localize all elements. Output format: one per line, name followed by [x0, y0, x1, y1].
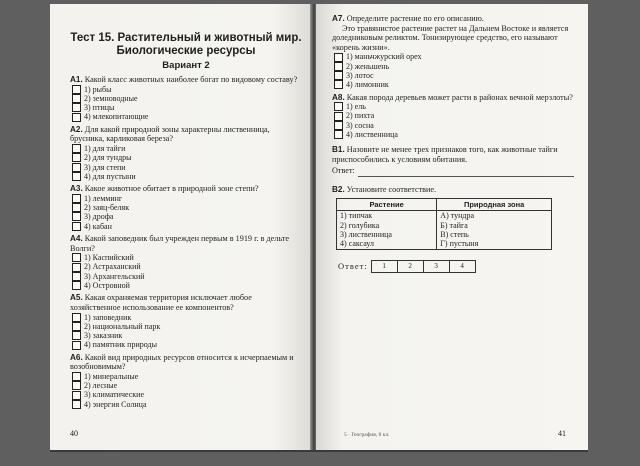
checkbox[interactable]	[72, 272, 81, 281]
answer-option[interactable]	[72, 103, 302, 112]
question-number: А8.	[332, 92, 345, 102]
table-row	[337, 239, 552, 249]
option-label: 4) памятник природы	[84, 340, 157, 350]
question-b2	[332, 185, 574, 273]
table-row	[337, 211, 552, 221]
question-block	[70, 184, 302, 231]
checkbox[interactable]	[72, 85, 81, 94]
checkbox[interactable]	[72, 144, 81, 153]
book-spread	[50, 4, 588, 452]
option-label: 1) Каспийский	[84, 253, 134, 263]
checkbox[interactable]	[72, 400, 81, 409]
question-number: А1.	[70, 75, 83, 84]
option-label: 2) земноводные	[84, 93, 138, 103]
title-line-2: Биологические ресурсы	[116, 45, 256, 57]
question-stem	[70, 75, 302, 85]
answer-option[interactable]	[72, 381, 302, 390]
answer-option[interactable]	[334, 121, 574, 130]
option-label: 4) лимонник	[346, 80, 389, 90]
answer-option[interactable]	[334, 102, 574, 111]
option-label: 3) дрофа	[84, 212, 114, 222]
option-label: 4) для пустыни	[84, 171, 136, 181]
question-number: А6.	[70, 352, 83, 362]
option-label: 4) млекопитающие	[84, 112, 149, 122]
column-header-plant: Растение	[337, 199, 437, 211]
checkbox[interactable]	[72, 94, 81, 103]
answer-option[interactable]	[72, 272, 302, 281]
question-stem	[70, 293, 302, 312]
checkbox[interactable]	[72, 253, 81, 262]
question-number: В1.	[332, 145, 345, 155]
question-text: Какой заповедник был учрежден первым в 1919 г. в дельте Волги?	[70, 233, 290, 253]
title-line-1: Тест 15. Растительный и животный мир.	[70, 32, 302, 44]
options-list	[70, 313, 302, 350]
answer-grid-b2	[338, 260, 574, 273]
column-header-zone: Природная зона	[437, 199, 552, 211]
checkbox[interactable]	[72, 263, 81, 272]
answer-option[interactable]	[72, 153, 302, 162]
answer-cell-number: 4	[449, 260, 476, 273]
question-text: Для какой природной зоны характерны лиственница, брусника, карликовая береза?	[70, 124, 270, 144]
question-text: Какое животное обитает в природной зоне степи?	[84, 184, 259, 194]
question-block	[70, 353, 302, 409]
right-page	[316, 4, 588, 450]
question-stem	[70, 234, 302, 253]
options-list	[70, 144, 302, 181]
option-label: 1) маньчжурский орех	[346, 52, 422, 62]
question-stem	[70, 184, 302, 194]
checkbox[interactable]	[72, 381, 81, 390]
zone-cell: Г) пустыня	[437, 239, 552, 249]
answer-option[interactable]	[72, 144, 302, 153]
option-label: 1) ель	[346, 102, 366, 112]
answer-option[interactable]	[72, 390, 302, 399]
checkbox[interactable]	[72, 222, 81, 231]
page-number-left: 40	[70, 429, 78, 438]
answer-option[interactable]	[72, 400, 302, 409]
option-label: 1) рыбы	[84, 84, 112, 94]
left-page	[50, 4, 312, 450]
option-label: 4) лиственница	[346, 130, 398, 140]
answer-option[interactable]	[72, 172, 302, 181]
zone-cell: В) степь	[437, 230, 552, 239]
option-label: 1) минеральные	[84, 371, 139, 381]
answer-option[interactable]	[72, 281, 302, 290]
question-b1	[332, 145, 574, 176]
answer-option[interactable]	[72, 85, 302, 94]
question-text: Какая порода деревьев может расти в районах вечной мерзлоты?	[346, 92, 573, 102]
left-questions	[70, 75, 302, 409]
option-label: 2) пихта	[346, 111, 375, 121]
checkbox[interactable]	[72, 313, 81, 322]
options-list	[70, 85, 302, 122]
answer-option[interactable]	[334, 62, 574, 71]
checkbox[interactable]	[72, 153, 81, 162]
page-number-right: 41	[558, 429, 566, 438]
options-a7	[332, 52, 574, 89]
question-block	[70, 234, 302, 290]
matching-table	[336, 198, 552, 250]
question-text: Какой вид природных ресурсов относится к исчерпаемым и возобновимым?	[70, 352, 294, 372]
matching-table-body	[337, 211, 552, 250]
answer-option[interactable]	[72, 163, 302, 172]
options-list	[70, 194, 302, 231]
answer-option[interactable]	[334, 52, 574, 61]
answer-option[interactable]	[334, 130, 574, 139]
checkbox[interactable]	[72, 341, 81, 350]
answer-option[interactable]	[72, 331, 302, 340]
checkbox[interactable]	[334, 121, 343, 130]
question-description: Это травянистое растение растет на Дальнем Востоке и является доледниковым реликтом. Тонизирующее средство, его называют «корень жизни».	[332, 23, 569, 52]
checkbox[interactable]	[334, 62, 343, 71]
option-label: 4) кабан	[84, 221, 112, 231]
checkbox[interactable]	[72, 163, 81, 172]
question-text: Определите растение по его описанию.	[346, 14, 484, 23]
checkbox[interactable]	[72, 212, 81, 221]
checkbox[interactable]	[72, 103, 81, 112]
answer-option[interactable]	[72, 212, 302, 221]
plant-cell: 2) голубика	[337, 221, 437, 230]
answer-option[interactable]	[72, 203, 302, 212]
plant-cell: 1) типчак	[337, 211, 437, 221]
checkbox[interactable]	[334, 71, 343, 80]
question-a8	[332, 93, 574, 140]
option-label: 3) птицы	[84, 103, 115, 113]
option-label: 1) заповедник	[84, 312, 132, 322]
option-label: 3) для степи	[84, 162, 126, 172]
question-number: А3.	[70, 184, 83, 194]
checkbox[interactable]	[72, 194, 81, 203]
checkbox[interactable]	[72, 391, 81, 400]
checkbox[interactable]	[72, 372, 81, 381]
question-a7	[332, 14, 574, 90]
footer-note: 5 · География, 8 кл.	[344, 432, 390, 438]
question-number: В2.	[332, 184, 345, 194]
question-number: А5.	[70, 293, 83, 303]
option-label: 2) национальный парк	[84, 321, 161, 331]
answer-option[interactable]	[72, 94, 302, 103]
answer-cells	[372, 260, 476, 273]
answer-label: Ответ:	[332, 165, 355, 175]
question-text: Установите соответствие.	[346, 184, 437, 194]
answer-option[interactable]	[72, 372, 302, 381]
option-label: 2) лесные	[84, 381, 118, 391]
option-label: 3) сосна	[346, 120, 374, 130]
zone-cell: А) тундра	[437, 211, 552, 221]
plant-cell: 4) саксаул	[337, 239, 437, 249]
checkbox[interactable]	[72, 331, 81, 340]
question-text: Назовите не менее трех признаков того, как животные тайги приспособились к условиям обитания.	[332, 145, 558, 164]
table-row	[337, 221, 552, 230]
answer-option[interactable]	[72, 262, 302, 271]
checkbox[interactable]	[72, 113, 81, 122]
answer-cell-number: 3	[423, 260, 450, 273]
question-stem	[70, 125, 302, 144]
answer-option[interactable]	[72, 112, 302, 121]
answer-option[interactable]	[72, 322, 302, 331]
option-label: 1) лемминг	[84, 193, 123, 203]
test-title	[70, 32, 302, 58]
checkbox[interactable]	[72, 281, 81, 290]
option-label: 3) заказник	[84, 331, 123, 341]
checkbox[interactable]	[72, 203, 81, 212]
checkbox[interactable]	[334, 53, 343, 62]
answer-option[interactable]	[334, 111, 574, 120]
zone-cell: Б) тайга	[437, 221, 552, 230]
option-label: 2) для тундры	[84, 153, 132, 163]
question-block	[70, 75, 302, 122]
question-number: А7.	[332, 14, 345, 23]
option-label: 2) заяц-беляк	[84, 203, 130, 213]
answer-option[interactable]	[72, 313, 302, 322]
option-label: 4) энергия Солнца	[84, 399, 147, 409]
question-text: Какой класс животных наиболее богат по видовому составу?	[84, 75, 298, 84]
checkbox[interactable]	[334, 130, 343, 139]
checkbox[interactable]	[72, 322, 81, 331]
answer-blank[interactable]	[358, 168, 574, 177]
answer-option[interactable]	[334, 80, 574, 89]
option-label: 2) женьшень	[346, 61, 390, 71]
question-number: А2.	[70, 124, 83, 134]
plant-cell: 3) лиственница	[337, 230, 437, 239]
table-row	[337, 230, 552, 239]
answer-cell-number: 1	[371, 260, 398, 273]
answer-option[interactable]	[72, 340, 302, 349]
variant-label: Вариант 2	[162, 60, 210, 71]
answer-option[interactable]	[72, 222, 302, 231]
answer-option[interactable]	[72, 253, 302, 262]
checkbox[interactable]	[334, 102, 343, 111]
answer-option[interactable]	[72, 194, 302, 203]
question-number: А4.	[70, 233, 83, 243]
checkbox[interactable]	[72, 172, 81, 181]
option-label: 4) Островной	[84, 281, 130, 291]
question-block	[70, 293, 302, 349]
answer-option[interactable]	[334, 71, 574, 80]
question-stem	[70, 353, 302, 372]
question-text: Какая охраняемая территория исключает любое хозяйственное использование ее компонентов?	[70, 293, 252, 312]
answer-line-b1[interactable]	[332, 165, 574, 177]
option-label: 3) Архангельский	[84, 271, 145, 281]
options-list	[70, 372, 302, 409]
option-label: 2) Астраханский	[84, 262, 141, 272]
option-label: 1) для тайги	[84, 143, 126, 153]
answer-cell-number: 2	[397, 260, 424, 273]
option-label: 3) лотос	[346, 70, 374, 80]
answer-label: Ответ:	[338, 261, 368, 272]
question-block	[70, 125, 302, 181]
checkbox[interactable]	[334, 112, 343, 121]
option-label: 3) климатические	[84, 390, 144, 400]
checkbox[interactable]	[334, 80, 343, 89]
options-list	[70, 253, 302, 290]
options-a8	[332, 102, 574, 139]
